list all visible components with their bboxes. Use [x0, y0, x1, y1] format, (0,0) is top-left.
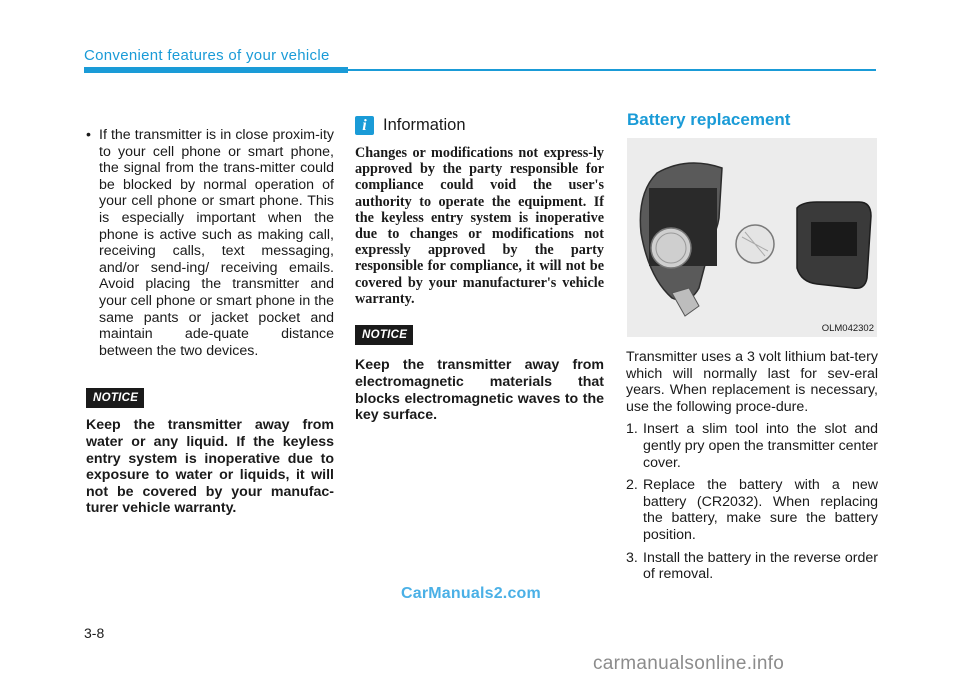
bullet-item: [86, 127, 334, 359]
bullet-icon: •: [86, 127, 91, 143]
watermark-link[interactable]: CarManuals2.com: [401, 585, 541, 602]
figure-code: OLM042302: [821, 323, 874, 334]
step-number: 1.: [626, 421, 638, 438]
battery-figure: [627, 138, 877, 337]
step-item: [626, 421, 878, 471]
notice-text: Keep the transmitter away from water or any liquid. If the keyless entry system is inoperative due to exposure to water or liquids, it will not be covered by your manufac-turer vehicle warranty.: [86, 417, 334, 517]
header-rule-thin: [348, 69, 876, 71]
step-text: Install the battery in the reverse order of removal.: [643, 549, 879, 583]
information-text: Changes or modifications not express-ly approved by the party responsible for compliance could void the user's authority to operate the equipment. If the keyless entry system is inoperative due to changes or modifications not expressly approved by the party responsible for compliance, it will not be covered by your manufacturer's vehicle warranty.: [355, 145, 604, 307]
left-column: [86, 127, 334, 517]
step-text: Replace the battery with a new battery (CR2032). When replacing the battery, make sure the battery position.: [643, 477, 878, 543]
cover-window: [811, 222, 857, 256]
page-number: 3-8: [84, 625, 105, 641]
right-column: [626, 349, 878, 583]
battery-heading: Battery replacement: [627, 110, 791, 129]
section-title: Convenient features of your vehicle: [84, 47, 330, 64]
notice-block: [86, 388, 334, 408]
step-number: 2.: [626, 477, 638, 494]
header-rule-thick: [84, 67, 348, 73]
information-header: [355, 114, 604, 136]
site-footer-link[interactable]: carmanualsonline.info: [593, 653, 785, 674]
key-fob-illustration: [627, 138, 877, 337]
battery-intro: Transmitter uses a 3 volt lithium bat-tery which will normally last for sev-eral years. When replacement is necessary, use the following proce-dure.: [626, 349, 878, 415]
step-item: [626, 477, 878, 543]
notice-text: Keep the transmitter away from electromagnetic materials that blocks electromagnetic waves to the key surface.: [355, 357, 604, 424]
step-text: Insert a slim tool into the slot and gently pry open the transmitter center cover.: [643, 421, 879, 471]
notice-block: [355, 325, 604, 345]
step-item: [626, 550, 878, 583]
info-icon: i: [355, 116, 374, 135]
middle-column: [355, 114, 604, 424]
notice-badge: NOTICE: [86, 388, 144, 408]
step-number: 3.: [626, 549, 638, 566]
notice-badge: NOTICE: [355, 325, 413, 345]
bullet-text: If the transmitter is in close proxim-ity to your cell phone or smart phone, the signal from the trans-mitter could be blocked by normal operation of your cell phone or smart phone. This is especially important when the phone is active such as making call, receiving calls, text messaging, and/or send-ing/ receiving emails. Avoid placing the transmitter and your cell phone or smart phone in the same pants or jacket pocket and maintain ade-quate distance between the two devices.: [99, 127, 334, 359]
information-title: Information: [383, 115, 466, 134]
battery-in-fob: [651, 228, 691, 268]
